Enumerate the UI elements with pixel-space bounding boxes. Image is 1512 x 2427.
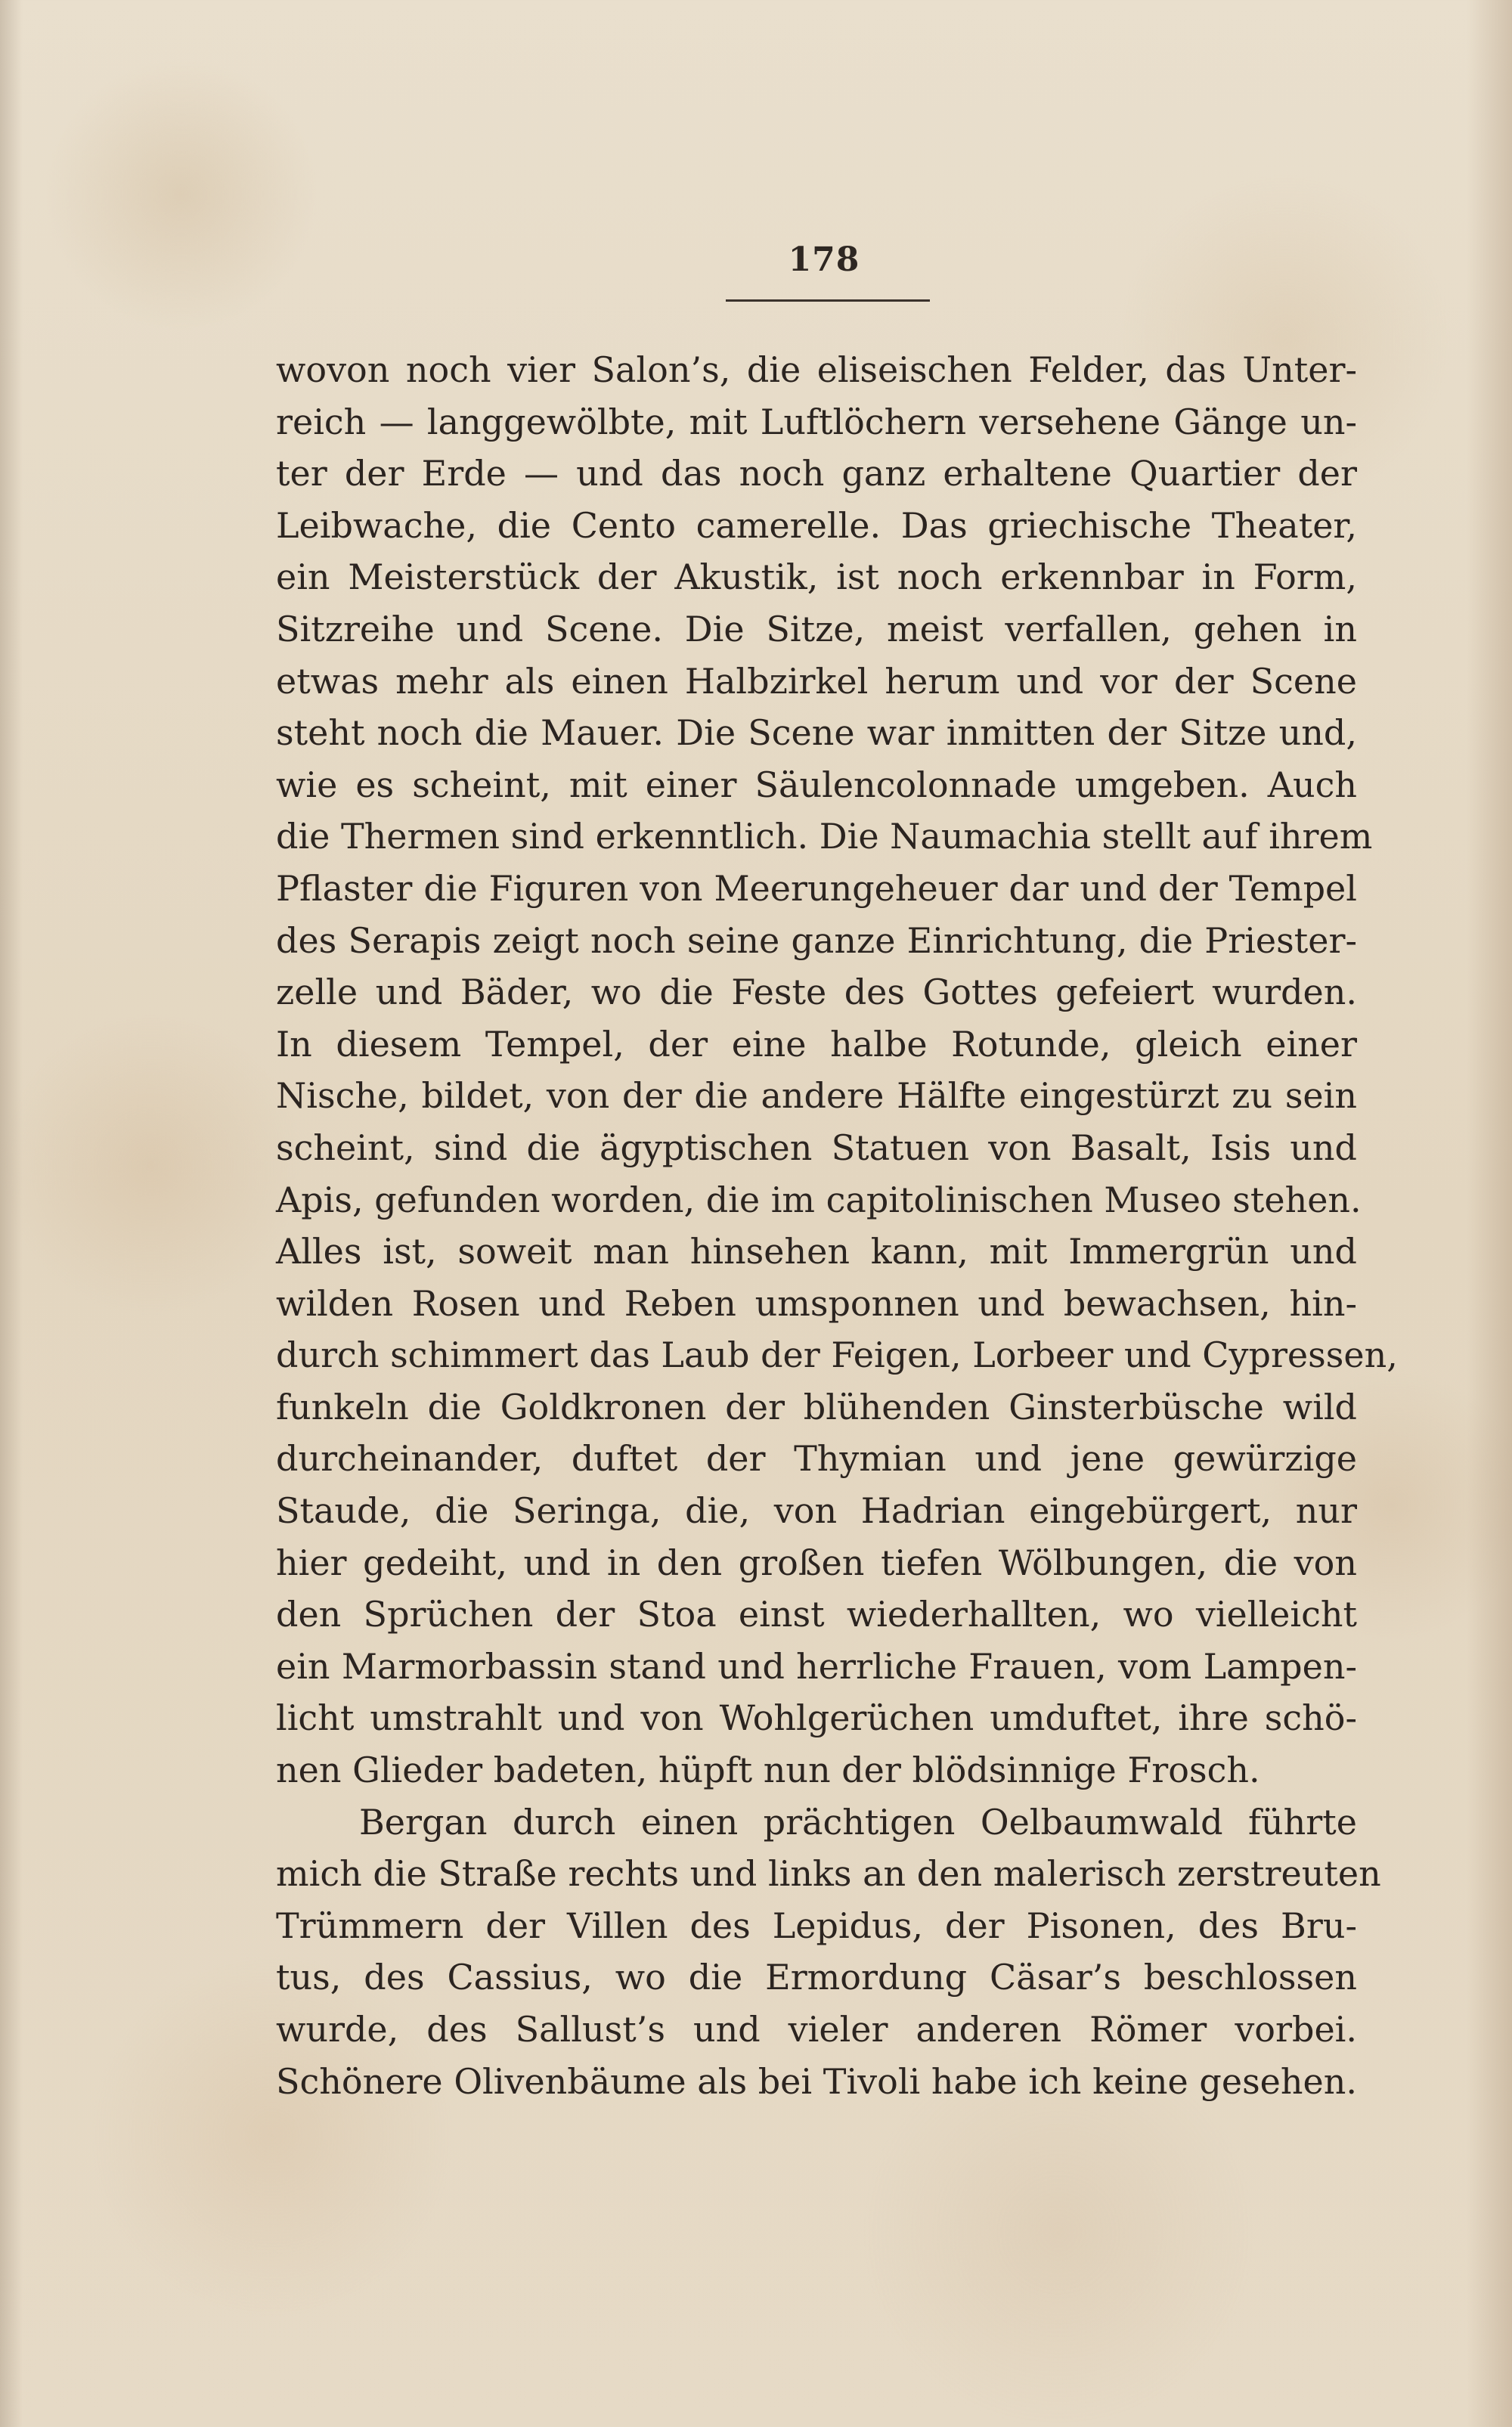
text-line: durcheinander, duftet der Thymian und jene gewürzige xyxy=(276,1438,1357,1480)
text-line: Leibwache, die Cento camerelle. Das griechische Theater, xyxy=(276,504,1357,546)
text-line: Apis, gefunden worden, die im capitolinischen Museo stehen. xyxy=(276,1179,1362,1220)
paragraph-end-line: nen Glieder badeten, hüpft nun der blödsinnige Frosch. xyxy=(276,1750,1260,1791)
text-line: wilden Rosen und Reben umsponnen und bewachsen, hin- xyxy=(276,1282,1357,1324)
text-line: reich — langgewölbte, mit Luftlöchern versehene Gänge un- xyxy=(276,401,1357,442)
text-line: licht umstrahlt und von Wohlgerüchen umduftet, ihre schö- xyxy=(276,1697,1357,1739)
page-edge-shadow-right xyxy=(1467,0,1512,2427)
text-line: tus, des Cassius, wo die Ermordung Cäsar’s beschlossen xyxy=(276,1957,1357,1998)
text-line: mich die Straße rechts und links an den malerisch zerstreuten xyxy=(276,1853,1381,1895)
text-line: wurde, des Sallust’s und vieler anderen Römer vorbei. xyxy=(276,2009,1357,2050)
text-line: hier gedeiht, und in den großen tiefen Wölbungen, die von xyxy=(276,1542,1357,1583)
text-line: ein Meisterstück der Akustik, ist noch erkennbar in Form, xyxy=(276,556,1357,598)
page-edge-shadow-left xyxy=(0,0,23,2427)
text-line: Nische, bildet, von der die andere Hälfte eingestürzt zu sein xyxy=(276,1075,1357,1117)
text-line: steht noch die Mauer. Die Scene war inmitten der Sitze und, xyxy=(276,712,1357,754)
text-line: scheint, sind die ägyptischen Statuen von Basalt, Isis und xyxy=(276,1127,1357,1168)
text-line: Alles ist, soweit man hinsehen kann, mit Immergrün und xyxy=(276,1231,1357,1272)
text-line: durch schimmert das Laub der Feigen, Lorbeer und Cypressen, xyxy=(276,1334,1398,1376)
text-line: den Sprüchen der Stoa einst wiederhallten, wo vielleicht xyxy=(276,1594,1357,1635)
page-number: 178 xyxy=(788,240,860,279)
text-line: Sitzreihe und Scene. Die Sitze, meist verfallen, gehen in xyxy=(276,608,1357,649)
text-line: etwas mehr als einen Halbzirkel herum und vor der Scene xyxy=(276,660,1357,702)
text-line: wie es scheint, mit einer Säulencolonnade umgeben. Auch xyxy=(276,764,1357,805)
text-line: des Serapis zeigt noch seine ganze Einrichtung, die Priester- xyxy=(276,919,1357,961)
text-line: Staude, die Seringa, die, von Hadrian eingebürgert, nur xyxy=(276,1490,1357,1532)
text-line: ein Marmorbassin stand und herrliche Frauen, vom Lampen- xyxy=(276,1645,1357,1687)
body-text xyxy=(276,344,1398,2107)
text-line: wovon noch vier Salon’s, die eliseischen Felder, das Unter- xyxy=(276,349,1357,390)
text-line: Pflaster die Figuren von Meerungeheuer dar und der Tempel xyxy=(276,867,1357,909)
text-line: funkeln die Goldkronen der blühenden Ginsterbüsche wild xyxy=(276,1386,1357,1427)
text-line: In diesem Tempel, der eine halbe Rotunde, gleich einer xyxy=(276,1023,1357,1065)
text-line: Trümmern der Villen des Lepidus, der Pisonen, des Bru- xyxy=(276,1905,1357,1946)
text-line: Schönere Olivenbäume als bei Tivoli habe ich keine gesehen. xyxy=(276,2060,1357,2102)
text-line: die Thermen sind erkenntlich. Die Naumachia stellt auf ihrem xyxy=(276,816,1373,857)
text-line: ter der Erde — und das noch ganz erhaltene Quartier der xyxy=(276,453,1357,494)
paragraph-start-line: Bergan durch einen prächtigen Oelbaumwald führte xyxy=(359,1801,1357,1843)
text-line: zelle und Bäder, wo die Feste des Gottes gefeiert wurden. xyxy=(276,972,1357,1013)
header-rule xyxy=(726,299,930,302)
